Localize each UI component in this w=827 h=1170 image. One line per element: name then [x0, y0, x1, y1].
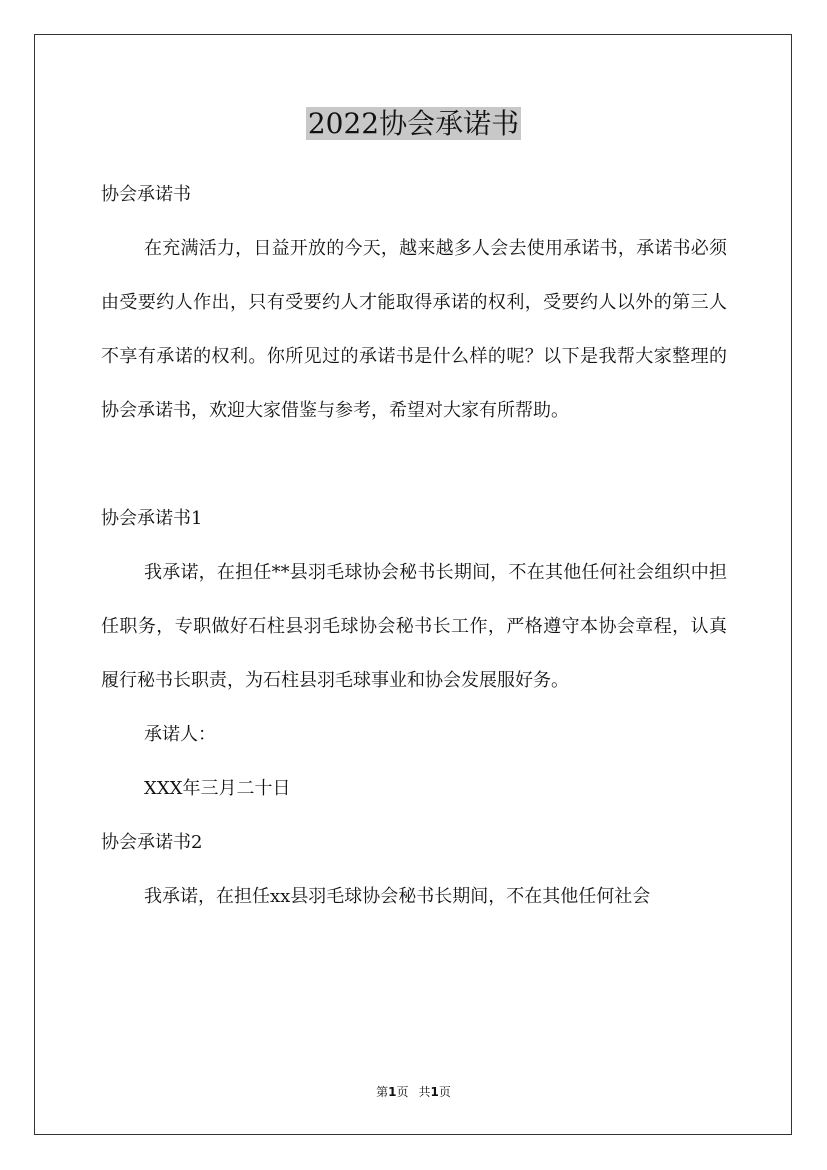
page-footer	[0, 1083, 827, 1100]
signatory-label: 承诺人：	[144, 724, 216, 745]
footer-total-prefix: 共	[418, 1085, 431, 1099]
section-heading-1: 协会承诺书1	[101, 508, 203, 529]
blank-line	[101, 438, 727, 492]
footer-page-number: 1	[388, 1085, 397, 1099]
document-body	[101, 168, 727, 924]
footer-total-suffix: 页	[438, 1085, 451, 1099]
intro-paragraph: 在充满活力，日益开放的今天，越来越多人会去使用承诺书，承诺书必须由受要约人作出，只有受要约人才能取得承诺的权利，受要约人以外的第三人不享有承诺的权利。你所见过的承诺书是什么样的呢？以下是我帮大家整理的协会承诺书，欢迎大家借鉴与参考，希望对大家有所帮助。	[101, 238, 727, 421]
signature-date: XXX年三月二十日	[144, 778, 291, 799]
section-heading-intro: 协会承诺书	[101, 184, 191, 205]
footer-total-pages: 1	[430, 1085, 439, 1099]
section-heading-2: 协会承诺书2	[101, 832, 203, 853]
section-1-paragraph: 我承诺，在担任**县羽毛球协会秘书长期间，不在其他任何社会组织中担任职务，专职做好石柱县羽毛球协会秘书长工作，严格遵守本协会章程，认真履行秘书长职责，为石柱县羽毛球事业和协会发展服好务。	[101, 562, 727, 691]
footer-page-suffix: 页	[396, 1085, 409, 1099]
document-title-text: 2022协会承诺书	[307, 107, 520, 140]
section-2-paragraph: 我承诺，在担任xx县羽毛球协会秘书长期间，不在其他任何社会	[144, 886, 651, 907]
footer-page-prefix: 第	[376, 1085, 389, 1099]
document-title	[0, 104, 827, 144]
